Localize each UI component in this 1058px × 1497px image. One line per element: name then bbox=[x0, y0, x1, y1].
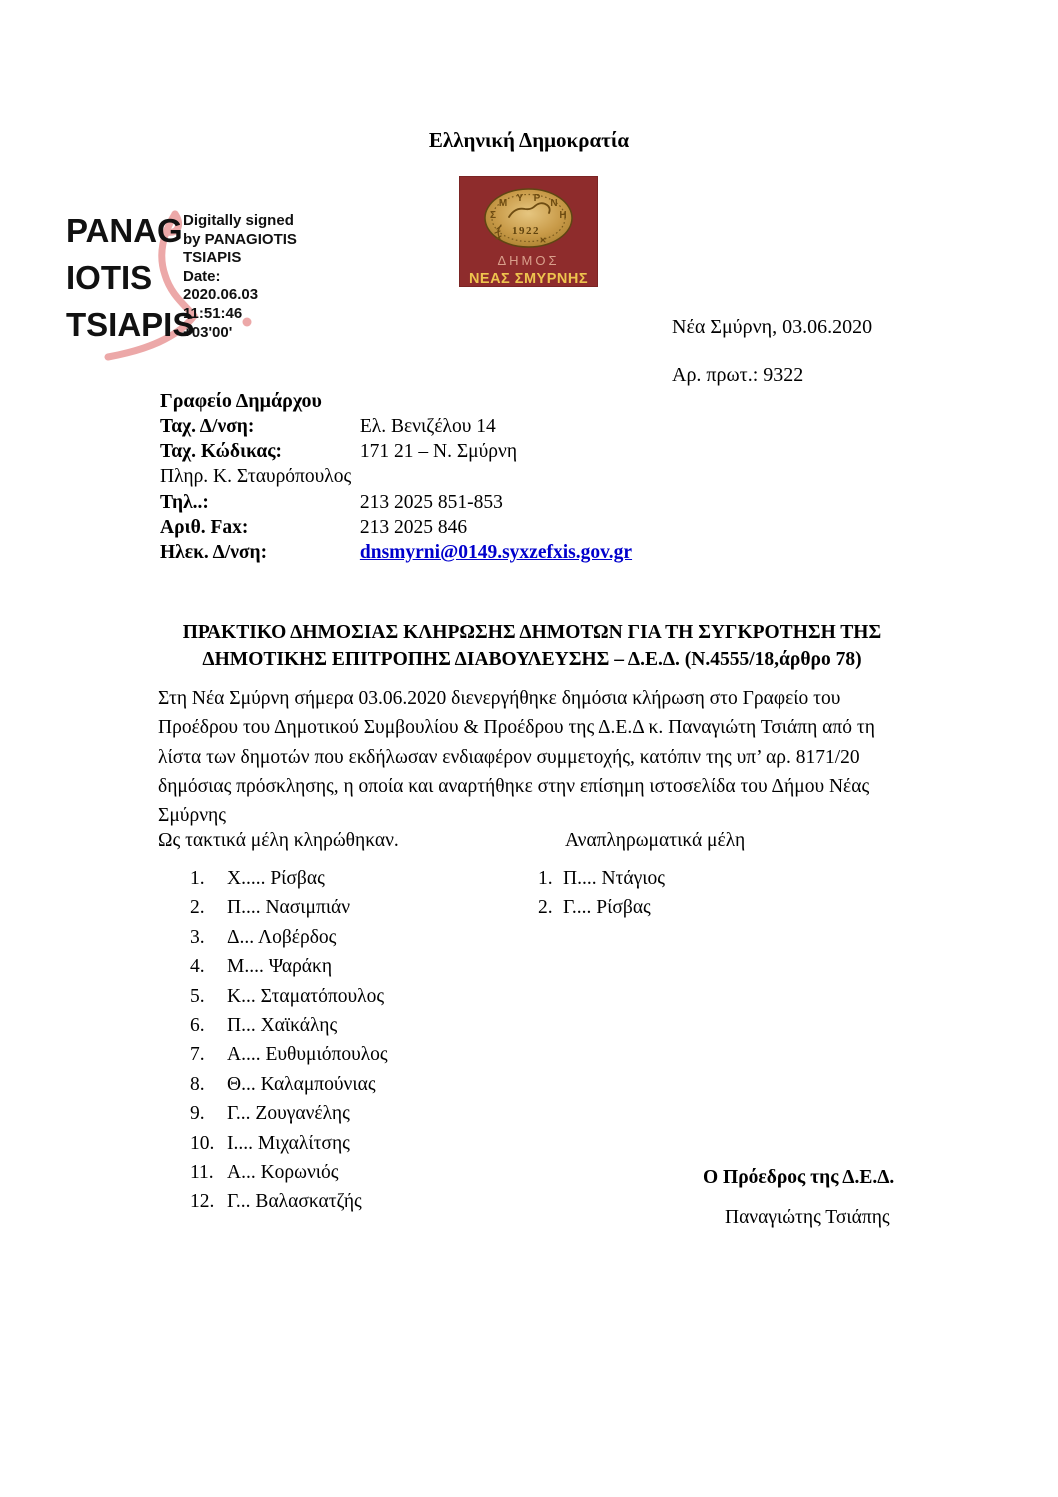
member-item: 10. Ι.... Μιχαλίτσης bbox=[190, 1132, 350, 1154]
contact-label: Ηλεκ. Δ/νση: bbox=[160, 541, 268, 563]
contact-value: Ελ. Βενιζέλου 14 bbox=[359, 416, 496, 437]
member-item: 9. Γ... Ζουγανέλης bbox=[190, 1103, 350, 1125]
member-item: 11. Α... Κορωνιός bbox=[190, 1161, 339, 1183]
member-item: 5. Κ... Σταματόπουλος bbox=[190, 985, 385, 1007]
contact-row-postcode bbox=[160, 441, 632, 466]
contact-label: Πληρ. Κ. Σταυρόπουλος bbox=[160, 466, 352, 488]
body-paragraph: Στη Νέα Σμύρνη σήμερα 03.06.2020 διενεργήθηκε δημόσια κλήρωση στο Γραφείο του Προέδρου του Δημοτικού Συμβουλίου & Προέδρου της Δ.Ε.Δ κ. Παναγιώτη Τσιάπη από τη λίστα των δημοτών που εκδήλωσαν ενδιαφέρον συμμετοχής, κατόπιν της υπ’ αρ. 8171/20 δημόσιας πρόσκλησης, η οποία και αναρτήθηκε στην επίσημη ιστοσελίδα του Δήμου Νέας Σμύρνης bbox=[158, 688, 875, 827]
coin-letter: Ρ bbox=[533, 193, 541, 204]
signature-detail-line: 2020.06.03 bbox=[183, 286, 259, 304]
contact-value: 171 21 – Ν. Σμύρνη bbox=[359, 441, 518, 463]
protocol-number: Αρ. πρωτ.: 9322 bbox=[672, 364, 804, 386]
member-item: 2. Π.... Νασιμπιάν bbox=[190, 897, 351, 919]
coin-letter: Σ bbox=[489, 210, 497, 221]
coin-letter: Η bbox=[559, 210, 567, 221]
coin-letter: Μ bbox=[498, 198, 508, 209]
coin-letter: Υ bbox=[516, 193, 524, 204]
republic-header: Ελληνική Δημοκρατία bbox=[428, 128, 630, 152]
contact-value: 213 2025 851-853 bbox=[359, 491, 503, 513]
substitute-members-list bbox=[538, 868, 665, 927]
signer-title: Ο Πρόεδρος της Δ.Ε.Δ. bbox=[703, 1167, 895, 1188]
substitute-members-header: Αναπληρωματικά μέλη bbox=[565, 830, 746, 851]
signature-detail-line: Date: bbox=[183, 267, 221, 285]
document-title bbox=[152, 620, 912, 673]
contact-label: Ταχ. Κώδικας: bbox=[160, 441, 282, 463]
document-title-line2: ΔΗΜΟΤΙΚΗΣ ΕΠΙΤΡΟΠΗΣ ΔΙΑΒΟΥΛΕΥΣΗΣ – Δ.Ε.Δ. (Ν.4555/18,άρθρο 78) bbox=[202, 648, 862, 670]
signature-detail-line: Digitally signed bbox=[183, 212, 294, 229]
member-item: 8. Θ... Καλαμπούνιας bbox=[190, 1073, 376, 1095]
office-title: Γραφείο Δημάρχου bbox=[160, 390, 322, 412]
signer-name: Παναγιώτης Τσιάπης bbox=[725, 1207, 890, 1228]
document-title-line1: ΠΡΑΚΤΙΚΟ ΔΗΜΟΣΙΑΣ ΚΛΗΡΩΣΗΣ ΔΗΜΟΤΩΝ ΓΙΑ ΤΗ ΣΥΓΚΡΟΤΗΣΗ ΤΗΣ bbox=[182, 622, 882, 643]
contact-label: Ταχ. Δ/νση: bbox=[160, 416, 255, 437]
digital-signature-stamp bbox=[64, 203, 326, 385]
contact-row-info-person bbox=[160, 466, 632, 491]
member-item: 2. Γ.... Ρίσβας bbox=[538, 897, 651, 919]
signer-name-line: TSIAPIS bbox=[66, 306, 195, 343]
regular-members-header: Ως τακτικά μέλη κληρώθηκαν. bbox=[158, 830, 399, 851]
email-link[interactable]: dnsmyrni@0149.syxzefxis.gov.gr bbox=[359, 541, 633, 563]
regular-members-list bbox=[190, 868, 388, 1221]
contact-label: Τηλ..: bbox=[160, 491, 209, 513]
logo-line-dimos: ΔΗΜΟΣ bbox=[497, 253, 560, 268]
contact-row-address bbox=[160, 416, 632, 441]
signer-name-line: IOTIS bbox=[66, 259, 153, 296]
member-item: 1. Χ..... Ρίσβας bbox=[190, 868, 325, 889]
place-date: Νέα Σμύρνη, 03.06.2020 bbox=[672, 316, 873, 338]
signature-detail-line: TSIAPIS bbox=[183, 249, 242, 267]
signature-detail-line: 11:51:46 bbox=[183, 304, 243, 322]
member-item: 4. Μ.... Ψαράκη bbox=[190, 956, 333, 978]
member-item: 7. Α.... Ευθυμιόπουλος bbox=[190, 1044, 388, 1066]
municipality-logo-image bbox=[459, 176, 598, 287]
contact-block bbox=[160, 416, 632, 567]
member-item: 6. Π... Χαϊκάλης bbox=[190, 1014, 338, 1036]
signer-name-large bbox=[66, 207, 194, 348]
signature-detail-line: +03'00' bbox=[183, 323, 233, 341]
member-item: 12. Γ... Βαλασκατζής bbox=[190, 1191, 362, 1213]
signature-detail-line: by PANAGIOTIS bbox=[183, 230, 297, 248]
logo-line-neas-smyrnis: ΝΕΑΣ ΣΜΥΡΝΗΣ bbox=[468, 271, 589, 287]
member-item: 1. Π.... Ντάγιος bbox=[538, 868, 665, 889]
contact-label: Αριθ. Fax: bbox=[160, 516, 249, 538]
member-item: 3. Δ... Λοβέρδος bbox=[190, 926, 337, 948]
contact-row-fax bbox=[160, 517, 632, 542]
contact-row-email bbox=[160, 542, 632, 567]
signer-name-line: PANAG bbox=[66, 212, 183, 249]
municipality-logo bbox=[459, 176, 598, 287]
coin-letter: Ν bbox=[550, 198, 558, 209]
coin-year: 1922 bbox=[512, 225, 540, 237]
contact-row-phone bbox=[160, 492, 632, 517]
signature-details bbox=[183, 212, 297, 342]
contact-value: 213 2025 846 bbox=[359, 516, 468, 538]
